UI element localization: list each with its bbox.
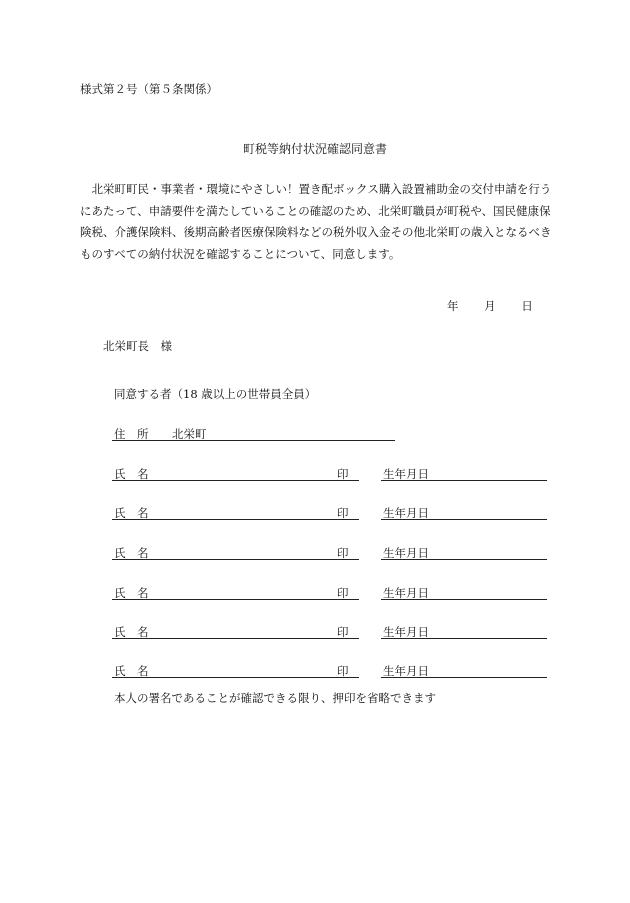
- birthdate-label: 生年月日: [383, 586, 429, 600]
- date-year: 年: [447, 299, 459, 313]
- statement-line: にあたって、申請要件を満たしていることの確認のため、北栄町職員が町税や、国民健康保: [80, 203, 551, 218]
- birthdate-field[interactable]: [381, 677, 547, 678]
- birthdate-field[interactable]: [381, 559, 547, 560]
- birthdate-label: 生年月日: [383, 625, 429, 639]
- addressee: 北栄町長 様: [103, 339, 172, 353]
- seal-label: 印: [337, 586, 349, 600]
- birthdate-label: 生年月日: [383, 467, 429, 481]
- name-label: 氏 名: [114, 467, 149, 481]
- statement-line: ものすべての納付状況を確認することについて、同意します。: [80, 246, 401, 261]
- name-label: 氏 名: [114, 625, 149, 639]
- seal-label: 印: [337, 546, 349, 560]
- name-label: 氏 名: [114, 664, 149, 678]
- name-field[interactable]: [112, 677, 359, 678]
- seal-label: 印: [337, 625, 349, 639]
- birthdate-label: 生年月日: [383, 664, 429, 678]
- name-field[interactable]: [112, 480, 359, 481]
- name-label: 氏 名: [114, 506, 149, 520]
- seal-label: 印: [337, 664, 349, 678]
- name-label: 氏 名: [114, 586, 149, 600]
- birthdate-field[interactable]: [381, 519, 547, 520]
- consent-heading: 同意する者（18 歳以上の世帯員全員）: [114, 387, 317, 401]
- birthdate-field[interactable]: [381, 638, 547, 639]
- name-field[interactable]: [112, 559, 359, 560]
- consent-statement: [80, 179, 552, 265]
- name-label: 氏 名: [114, 546, 149, 560]
- address-value: 北栄町: [172, 427, 207, 441]
- form-number: 様式第２号（第５条関係）: [80, 82, 218, 96]
- seal-label: 印: [337, 506, 349, 520]
- date-day: 日: [521, 299, 533, 313]
- date-month: 月: [484, 299, 496, 313]
- birthdate-label: 生年月日: [383, 506, 429, 520]
- seal-omission-note: 本人の署名であることが確認できる限り、押印を省略できます: [114, 691, 436, 705]
- birthdate-field[interactable]: [381, 599, 547, 600]
- seal-label: 印: [337, 467, 349, 481]
- statement-line: 険税、介護保険料、後期高齢者医療保険料などの税外収入金その他北栄町の歳入となるべき: [80, 225, 552, 239]
- name-field[interactable]: [112, 638, 359, 639]
- name-field[interactable]: [112, 599, 359, 600]
- birthdate-label: 生年月日: [383, 546, 429, 560]
- page-title: 町税等納付状況確認同意書: [242, 142, 387, 156]
- address-field[interactable]: [112, 440, 395, 441]
- statement-line: 北栄町町民・事業者・環境にやさしい！置き配ボックス購入設置補助金の交付申請を行う: [80, 182, 552, 196]
- name-field[interactable]: [112, 519, 359, 520]
- address-label: 住 所: [114, 427, 149, 441]
- date-line: [447, 298, 533, 314]
- birthdate-field[interactable]: [381, 480, 547, 481]
